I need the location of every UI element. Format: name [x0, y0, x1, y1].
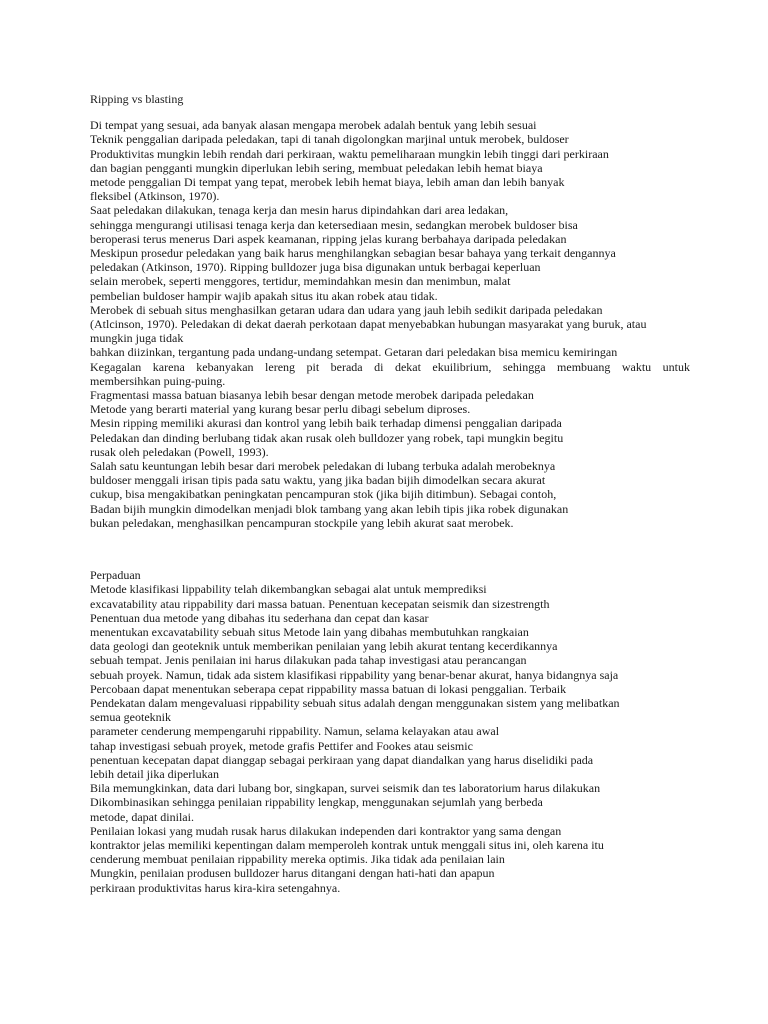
- document-body: [90, 92, 690, 895]
- document-title: Ripping vs blasting: [90, 92, 184, 106]
- text-line: Teknik penggalian daripada peledakan, tapi di tanah digolongkan marjinal untuk merobek, buldoser: [90, 132, 569, 147]
- text-line: penentuan kecepatan dapat dianggap sebagai perkiraan yang dapat diandalkan yang harus diselidiki pada: [90, 752, 594, 767]
- text-line: Badan bijih mungkin dimodelkan menjadi blok tambang yang akan lebih tipis jika robek digunakan: [90, 501, 569, 516]
- text-line: mungkin juga tidak: [90, 331, 184, 346]
- section-ripping-vs-blasting: [90, 118, 690, 530]
- text-line: Penentuan dua metode yang dibahas itu sederhana dan cepat dan kasar: [90, 610, 429, 625]
- text-line: Fragmentasi massa batuan biasanya lebih besar dengan metode merobek daripada peledakan: [90, 388, 534, 403]
- text-line: menentukan excavatability sebuah situs Metode lain yang dibahas membutuhkan rangkaian: [90, 624, 529, 639]
- text-line: Saat peledakan dilakukan, tenaga kerja dan mesin harus dipindahkan dari area ledakan,: [90, 203, 509, 218]
- text-line: dan bagian pengganti mungkin diperlukan lebih sering, membuat peledakan lebih hemat biaya: [90, 160, 543, 175]
- text-line: Mungkin, penilaian produsen bulldozer harus ditangani dengan hati-hati dan apapun: [90, 866, 495, 881]
- text-line: semua geoteknik: [90, 710, 171, 725]
- text-line: sehingga mengurangi utilisasi tenaga kerja dan ketersediaan mesin, sedangkan merobek buldoser bisa: [90, 217, 578, 232]
- text-line: kontraktor jelas memiliki kepentingan dalam memperoleh kontrak untuk menggali situs ini, oleh karena itu: [90, 837, 604, 852]
- text-line: parameter cenderung mempengaruhi rippability. Namun, selama kelayakan atau awal: [90, 724, 500, 739]
- text-line: Bila memungkinkan, data dari lubang bor, singkapan, survei seismik dan tes laboratorium harus dilakukan: [90, 781, 601, 796]
- text-line: tahap investigasi sebuah proyek, metode grafis Pettifer and Fookes atau seismic: [90, 738, 473, 753]
- text-line: Merobek di sebuah situs menghasilkan getaran udara dan udara yang jauh lebih sedikit daripada peledakan: [90, 302, 603, 317]
- text-line: Salah satu keuntungan lebih besar dari merobek peledakan di lubang terbuka adalah merobeknya: [90, 459, 556, 474]
- section-heading-perpaduan: Perpaduan: [90, 568, 141, 583]
- text-line: buldoser menggali irisan tipis pada satu waktu, yang jika badan bijih dimodelkan secara akurat: [90, 473, 546, 488]
- text-line: Produktivitas mungkin lebih rendah dari perkiraan, waktu pemeliharaan mungkin lebih tinggi dari perkiraan: [90, 146, 609, 161]
- text-line: bukan peledakan, menghasilkan pencampuran stockpile yang lebih akurat saat merobek.: [90, 515, 514, 530]
- text-line: Dikombinasikan sehingga penilaian rippability lengkap, menggunakan sejumlah yang berbeda: [90, 795, 543, 810]
- text-line: Percobaan dapat menentukan seberapa cepat rippability massa batuan di lokasi penggalian. Terbaik: [90, 681, 567, 696]
- text-line: metode penggalian Di tempat yang tepat, merobek lebih hemat biaya, lebih aman dan lebih banyak: [90, 175, 565, 190]
- text-line: data geologi dan geoteknik untuk memberikan penilaian yang lebih akurat tentang kecerdikannya: [90, 639, 558, 654]
- text-line: Metode klasifikasi lippability telah dikembangkan sebagai alat untuk memprediksi: [90, 582, 487, 597]
- text-line: sebuah proyek. Namun, tidak ada sistem klasifikasi rippability yang benar-benar akurat, hanya bidangnya saja: [90, 667, 619, 682]
- section-perpaduan: [90, 582, 690, 894]
- text-line: rusak oleh peledakan (Powell, 1993).: [90, 444, 269, 459]
- text-line: pembelian buldoser hampir wajib apakah situs itu akan robek atau tidak.: [90, 288, 438, 303]
- text-line: metode, dapat dinilai.: [90, 809, 194, 824]
- text-line: perkiraan produktivitas harus kira-kira setengahnya.: [90, 880, 341, 895]
- text-line: fleksibel (Atkinson, 1970).: [90, 189, 220, 204]
- spacer: [90, 106, 690, 118]
- text-line: membersihkan puing-puing.: [90, 373, 226, 388]
- spacer: [90, 530, 690, 568]
- text-line: cenderung membuat penilaian rippability mereka optimis. Jika tidak ada penilaian lain: [90, 852, 505, 867]
- text-line: cukup, bisa mengakibatkan peningkatan pencampuran stok (jika bijih ditimbun). Sebagai contoh,: [90, 487, 557, 502]
- text-line: excavatability atau rippability dari massa batuan. Penentuan kecepatan seismik dan sizestrength: [90, 596, 550, 611]
- text-line: selain merobek, seperti menggores, tertidur, memindahkan mesin dan menimbun, malat: [90, 274, 511, 289]
- text-line: Mesin ripping memiliki akurasi dan kontrol yang lebih baik terhadap dimensi penggalian daripada: [90, 416, 562, 431]
- text-line: Kegagalan karena kebanyakan lereng pit berada di dekat ekuilibrium, sehingga membuang waktu untuk: [90, 359, 690, 374]
- text-line: beroperasi terus menerus Dari aspek keamanan, ripping jelas kurang berbahaya daripada peledakan: [90, 231, 567, 246]
- text-line: peledakan (Atkinson, 1970). Ripping bulldozer juga bisa digunakan untuk berbagai keperluan: [90, 260, 541, 275]
- text-line: Metode yang berarti material yang kurang besar perlu dibagi sebelum diproses.: [90, 402, 471, 417]
- text-line: bahkan diizinkan, tergantung pada undang-undang setempat. Getaran dari peledakan bisa memicu kemiringan: [90, 345, 618, 360]
- text-line: lebih detail jika diperlukan: [90, 766, 219, 781]
- text-line: (Atlcinson, 1970). Peledakan di dekat daerah perkotaan dapat menyebabkan hubungan masyarakat yang buruk, atau: [90, 317, 647, 332]
- text-line: Di tempat yang sesuai, ada banyak alasan mengapa merobek adalah bentuk yang lebih sesuai: [90, 118, 537, 133]
- text-line: Pendekatan dalam mengevaluasi rippability sebuah situs adalah dengan menggunakan sistem yang melibatkan: [90, 695, 620, 710]
- text-line: Peledakan dan dinding berlubang tidak akan rusak oleh bulldozer yang robek, tapi mungkin begitu: [90, 430, 564, 445]
- text-line: sebuah tempat. Jenis penilaian ini harus dilakukan pada tahap investigasi atau perancangan: [90, 653, 527, 668]
- text-line: Meskipun prosedur peledakan yang baik harus menghilangkan sebagian besar bahaya yang terkait dengannya: [90, 246, 616, 261]
- text-line: Penilaian lokasi yang mudah rusak harus dilakukan independen dari kontraktor yang sama dengan: [90, 823, 562, 838]
